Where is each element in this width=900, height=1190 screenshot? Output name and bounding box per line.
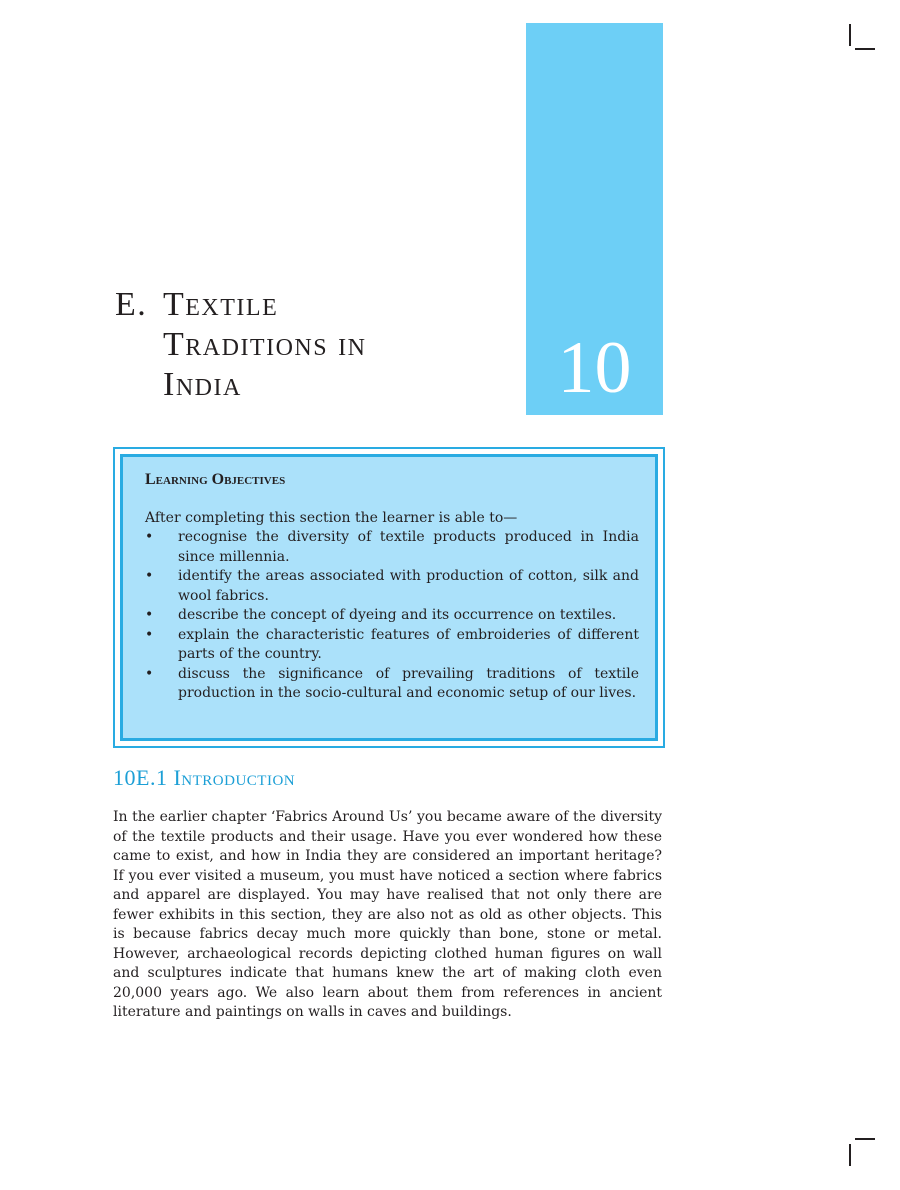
objective-item [145,626,639,665]
objective-text: discuss the significance of prevailing traditions of textile production in the socio-cultural and economic setup of our lives. [178,665,639,701]
learning-objectives-list [145,528,639,704]
crop-mark-top-vertical [849,24,851,46]
objective-text: describe the concept of dyeing and its occurrence on textiles. [178,607,617,623]
learning-objectives-panel [120,454,658,741]
title-letter: E. [115,286,148,323]
chapter-bar [526,23,663,415]
learning-objectives-box [113,447,665,748]
bullet-icon: • [145,529,154,545]
objective-text: recognise the diversity of textile products produced in India since millennia. [178,529,639,565]
objective-item [145,528,639,567]
title-line: India [163,366,242,403]
bullet-icon: • [145,665,154,682]
section-title: Introduction [173,765,296,790]
chapter-number: 10 [557,327,632,409]
title-line: Traditions in [163,326,367,363]
crop-mark-top-horizontal [855,48,875,50]
crop-mark-bottom-horizontal [855,1138,875,1140]
title-line: Textile [163,286,279,323]
objective-text: identify the areas associated with production of cotton, silk and wool fabrics. [178,568,639,604]
bullet-icon: • [145,568,154,584]
section-heading [113,765,295,791]
body-paragraph: In the earlier chapter ‘Fabrics Around Us’ you became aware of the diversity of the textile products and their usage. Have you ever wondered how these came to exist, and how in India they are considered an important heritage? If you ever visited a museum, you must have noticed a section where fabrics and apparel are displayed. You may have realised that not only there are fewer exhibits in this section, they are also not as old as other objects. This is because fabrics decay much more quickly than bone, stone or metal. However, archaeological records depicting clothed human figures on wall and sculptures indicate that humans knew the art of making cloth even 20,000 years ago. We also learn about them from references in ancient literature and paintings on walls in caves and buildings. [113,809,662,1020]
objective-item [145,606,639,626]
objective-item [145,665,639,704]
bullet-icon: • [145,607,154,623]
objective-item [145,567,639,606]
objective-text: explain the characteristic features of embroideries of different parts of the country. [178,626,639,662]
section-number: 10E.1 [113,765,168,790]
bullet-icon: • [145,626,154,643]
learning-objectives-heading: Learning Objectives [145,471,286,488]
crop-mark-bottom-vertical [849,1144,851,1166]
learning-objectives-intro: After completing this section the learner is able to— [145,510,518,526]
